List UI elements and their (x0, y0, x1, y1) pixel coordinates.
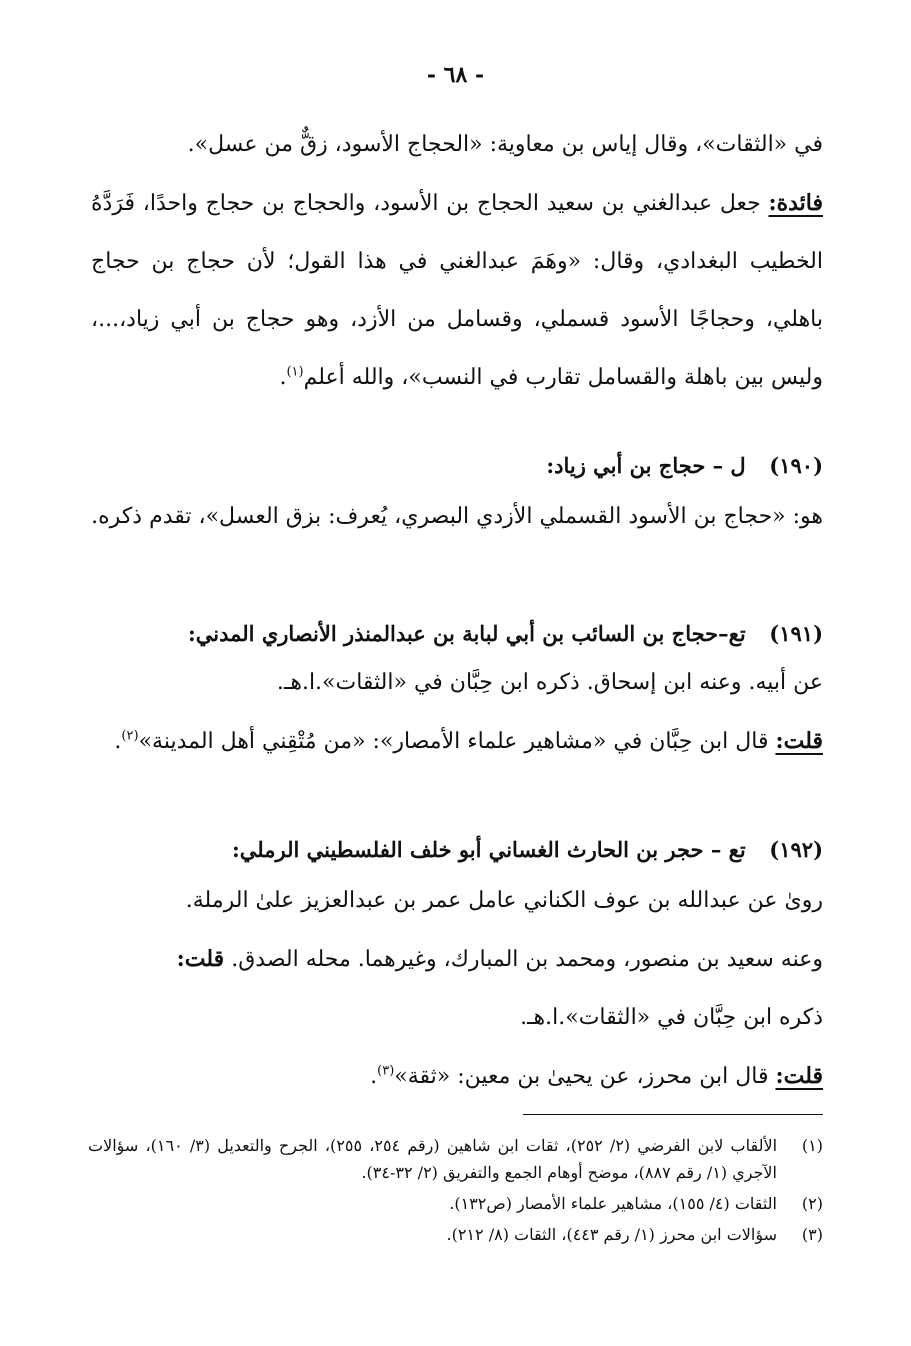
footnote-ref: (١) (286, 364, 304, 380)
entry-heading (83, 830, 823, 870)
entry-heading (83, 446, 823, 486)
benefit-note (91, 174, 823, 407)
entry-number: (١٩٠) (769, 453, 823, 478)
entry-title: تع – حجر بن الحارث الغساني أبو خلف الفلسطيني الرملي: (232, 837, 746, 862)
entry-text: ذكره ابن حِبَّان في «الثقات».ا.هـ. (520, 1005, 823, 1030)
qult-label: قلت: (775, 1063, 823, 1089)
entry-title: ل – حجاج بن أبي زياد: (546, 453, 746, 478)
entry-body (91, 654, 823, 771)
footnote-ref: (٣) (377, 1063, 395, 1079)
entry-number: (١٩٢) (769, 837, 823, 862)
qult-text: قال ابن محرز، عن يحيىٰ بن معين: «ثقة» (394, 1064, 776, 1089)
page-number: - ٦٨ - (426, 62, 485, 88)
footnote-text: سؤالات ابن محرز (١/ رقم ٤٤٣)، الثقات (٨/ ٢١٢). (446, 1225, 777, 1244)
qult-inline-label: قلت: (176, 946, 225, 972)
entry-body (91, 488, 823, 546)
qult-end: . (370, 1064, 378, 1089)
entry-text: هو: «حجاج بن الأسود القسملي الأزدي البصري، يُعرف: بزق العسل»، تقدم ذكره. (91, 504, 823, 529)
qult-text: قال ابن حِبَّان في «مشاهير علماء الأمصار»: «من مُتْقِني أهل المدينة» (138, 729, 776, 754)
entry-number: (١٩١) (769, 621, 823, 646)
entry-title: تع–حجاج بن السائب بن أبي لبابة بن عبدالمنذر الأنصاري المدني: (188, 621, 746, 646)
intro-paragraph (91, 116, 823, 407)
benefit-label: فائدة: (768, 190, 823, 216)
benefit-text: جعل عبدالغني بن سعيد الحجاج بن الأسود، والحجاج بن حجاج واحدًا، فَرَدَّهُ الخطيب البغدادي، وقال: «وهَمَ عبدالغني في هذا القول؛ لأن حجاج بن حجاج باهلي، وحجاجًا الأسود قسملي، وقسامل من الأزد، وهو حجاج بن أبي زياد،...، وليس بين باهلة والقسامل تقارب في النسب»، والله أعلم (91, 191, 823, 390)
footnotes (88, 1132, 823, 1252)
qult-label: قلت: (775, 728, 823, 754)
footnote (88, 1132, 823, 1186)
footnote (88, 1190, 823, 1217)
footnote-number: (١) (801, 1136, 823, 1155)
qult-note (91, 712, 823, 771)
qult-end: . (114, 729, 122, 754)
qult-note (91, 1047, 823, 1106)
entry-heading (83, 614, 823, 654)
entry-text: روىٰ عن عبدالله بن عوف الكناني عامل عمر بن عبدالعزيز علىٰ الرملة. (185, 888, 823, 913)
footnote-text: الألقاب لابن الفرضي (٢/ ٢٥٢)، ثقات ابن شاهين (رقم ٢٥٤، ٢٥٥)، الجرح والتعديل (٣/ ١٦٠)، سؤالات الآجري (١/ رقم ٨٨٧)، موضح أوهام الجمع والتفريق (٢/ ٣٢-٣٤). (88, 1136, 778, 1182)
footnote-separator (523, 1114, 823, 1115)
benefit-end: . (279, 365, 287, 390)
footnote-text: الثقات (٤/ ١٥٥)، مشاهير علماء الأمصار (ص١٣٢). (449, 1194, 777, 1213)
footnote-number: (٢) (801, 1194, 823, 1213)
entry-text: عن أبيه. وعنه ابن إسحاق. ذكره ابن حِبَّان في «الثقات».ا.هـ. (276, 670, 823, 695)
intro-line: في «الثقات»، وقال إياس بن معاوية: «الحجاج الأسود، زقٌّ من عسل». (187, 132, 823, 157)
entry-text: وعنه سعيد بن منصور، ومحمد بن المبارك، وغيرهما. محله الصدق. قلت: (176, 946, 823, 972)
footnote (88, 1221, 823, 1248)
footnote-number: (٣) (801, 1225, 823, 1244)
footnote-ref: (٢) (121, 728, 139, 744)
entry-body (91, 872, 823, 1106)
